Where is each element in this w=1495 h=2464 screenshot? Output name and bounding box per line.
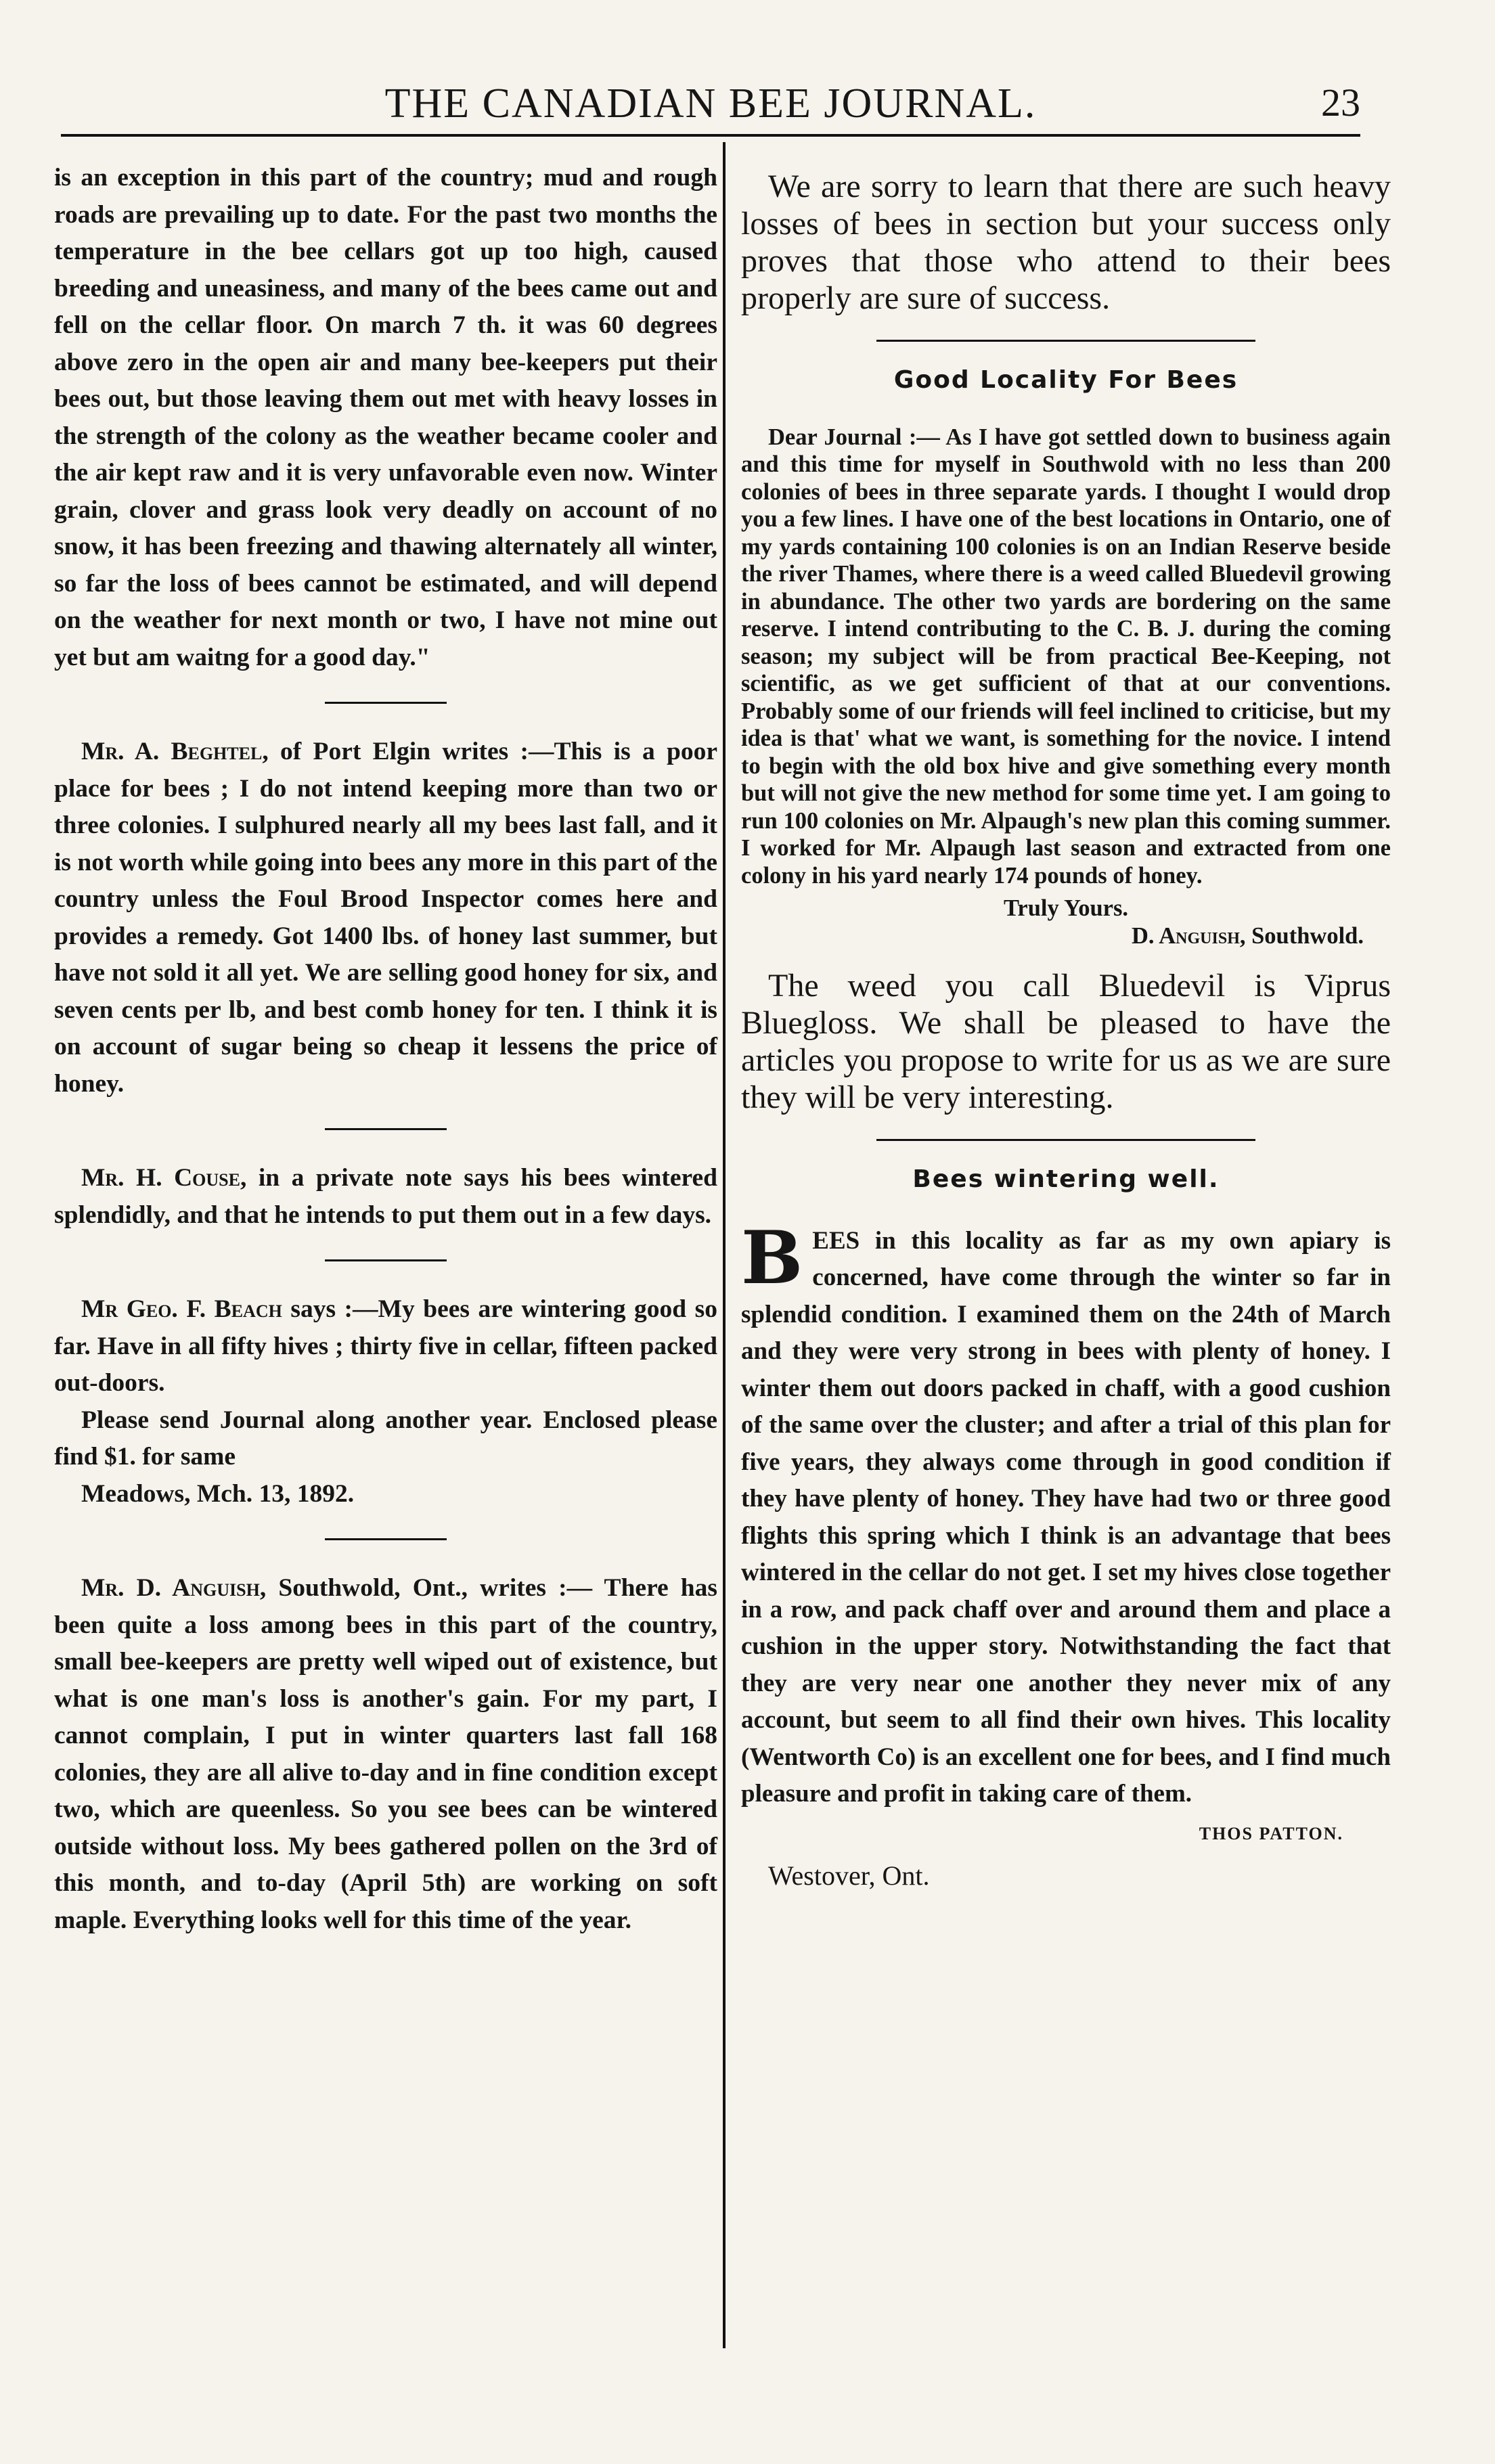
letter-closing: Truly Yours. — [1003, 895, 1129, 921]
separator-rule — [325, 1259, 447, 1261]
running-title: THE CANADIAN BEE JOURNAL. — [384, 81, 1037, 127]
section-title-bees-wintering: Bees wintering well. — [912, 1165, 1220, 1193]
beghtel-text: , of Port Elgin writes :—This is a poor place for bees ; I do not intend keeping more than two or three colonies. I sulphured nearly all my bees last fall, and it is not worth while going into bees any more in this part of the country unless the Foul Brood Inspector comes here and provides a remedy. Got 1400 lbs. of honey last summer, but have not sold it all yet. We are selling good honey for six, and seven cents per lb, and best comb honey for ten. I think it is on account of sugar being so cheap it lessens the price of honey. — [54, 738, 718, 1098]
article-place: Westover, Ont. — [768, 1860, 930, 1891]
beghtel-letter — [54, 734, 717, 1102]
ornamental-rule — [876, 1139, 1255, 1141]
beach-letter — [54, 1291, 717, 1402]
anguish-name: Mr. D. Anguish — [81, 1574, 260, 1602]
letter-signature — [741, 922, 1391, 950]
article-author: THOS PATTON. — [1199, 1823, 1343, 1843]
signature-place: , Southwold. — [1239, 922, 1364, 949]
couse-name: Mr. H. Couse — [81, 1164, 240, 1192]
editor-reply-2: The weed you call Bluedevil is Viprus Bluegloss. We shall be pleased to have the articles you propose to write for us as we are sure they will be very interesting. — [741, 968, 1391, 1115]
beghtel-name: Mr. A. Beghtel — [81, 738, 263, 765]
beach-line-2: Please send Journal along another year. Enclosed please find $1. for same — [54, 1406, 717, 1471]
article-body — [741, 1215, 1391, 1813]
couse-text: , in a private note says his bees wintered splendidly, and that he intends to put them out in a few days. — [54, 1164, 717, 1229]
anguish-text: , Southwold, Ont., writes :— There has been quite a loss among bees in this part of the country, small bee-keepers are pretty well wiped out of existence, but what is one man's loss is another's gain. For my part, I cannot complain, I put in winter quarters last fall 168 colonies, they are all alive to-day and in fine condition except two, which are queenless. So you see bees can be wintered outside without loss. My bees gathered pollen on the 3rd of this month, and to-day (April 5th) are working on soft maple. Everything looks well for this time of the year. — [54, 1574, 717, 1934]
header-rule — [61, 134, 1360, 137]
column-divider — [723, 142, 726, 2348]
drop-cap: B — [741, 1215, 803, 1301]
article-text: EES in this locality as far as my own apiary is concerned, have come through the winter so far in splendid condition. I examined them on the 24th of March and they were very strong in bees with plenty of honey. I winter them out doors packed in chaff, with a good cushion of the same over the cluster; and after a trial of this plan for five years, they always come through in good condition if they have plenty of honey. They have had two or three good flights this spring which I think is an advantage that bees wintered in the cellar do not get. I set my hives close together in a row, and pack chaff over and around them and place a cushion in the upper story. Notwithstanding the fact that they are very near one another they never mix of any account, but seem to all find their own hives. This locality (Wentworth Co) is an excellent one for bees, and I find much pleasure and profit in taking care of them. — [741, 1226, 1391, 1808]
separator-rule — [325, 1538, 447, 1540]
anguish-letter — [54, 1570, 717, 1939]
beach-name: Mr Geo. F. Beach — [81, 1295, 282, 1323]
page-number: 23 — [1321, 81, 1360, 125]
right-column — [741, 168, 1391, 1895]
beach-line-3: Meadows, Mch. 13, 1892. — [81, 1479, 355, 1508]
section-title-good-locality: Good Locality For Bees — [893, 366, 1239, 394]
editor-reply-1: We are sorry to learn that there are such heavy losses of bees in section but your success only proves that those who attend to their bees properly are sure of success. — [741, 169, 1391, 316]
separator-rule — [325, 702, 447, 704]
page-header — [61, 74, 1360, 129]
couse-note — [54, 1160, 717, 1234]
signature-name: D. Anguish — [1132, 922, 1240, 949]
continued-paragraph: is an exception in this part of the country; mud and rough roads are prevailing up to date. For the past two months the temperature in the bee cellars got up too high, caused breeding and uneasiness, and many of the bees came out and fell on the cellar floor. On march 7 th. it was 60 degrees above zero in the open air and many bee-keepers put their bees out, but those leaving them out met with heavy losses in the strength of the colony as the weather became cooler and the air kept raw and it is very unfavorable even now. Winter grain, clover and grass look very deadly on account of no snow, it has been freezing and thawing alternately all winter, so far the loss of bees cannot be estimated, and will depend on the weather for next month or two, I have not mine out yet but am waitng for a good day." — [54, 164, 717, 671]
left-column — [54, 160, 717, 1939]
ornamental-rule — [876, 340, 1255, 342]
letter-body: Dear Journal :— As I have got settled down to business again and this time for myself in Southwold with no less than 200 colonies of bees in three separate yards. I thought I would drop you a few lines. I have one of the best locations in Ontario, one of my yards containing 100 colonies is on an Indian Reserve beside the river Thames, where there is a weed called Bluedevil growing in abundance. The other two yards are bordering on the same reserve. I intend contributing to the C. B. J. during the coming season; my subject will be from practical Bee-Keeping, not scientific, as we get sufficient of that at our conventions. Probably some of our friends will feel inclined to criticise, but my idea is that' what we want, is something for the novice. I intend to begin with the old box hive and give something every month but will not give the new method for some time yet. I am going to run 100 colonies on Mr. Alpaugh's new plan this coming summer. I worked for Mr. Alpaugh last season and extracted from one colony in his yard nearly 174 pounds of honey. — [741, 424, 1391, 889]
separator-rule — [325, 1128, 447, 1130]
beach-text: says :—My bees are wintering good so far. Have in all fifty hives ; thirty five in cellar, fifteen packed out-doors. — [54, 1295, 718, 1397]
